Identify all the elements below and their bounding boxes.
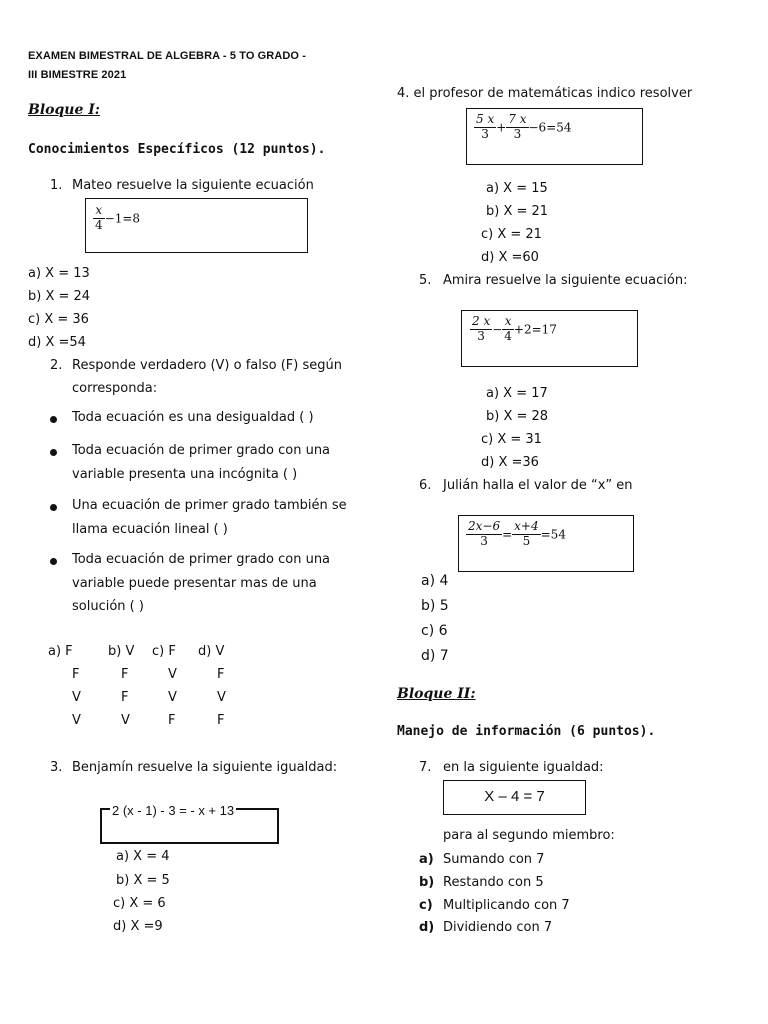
q2-statement-2-line1: Toda ecuación de primer grado con una xyxy=(72,443,331,458)
q4-option-d: d) X =60 xyxy=(481,250,539,265)
q2-statement-4-line2: variable puede presentar mas de una xyxy=(72,576,317,591)
q7-option-b-label: b) xyxy=(419,875,435,890)
q7-option-d: Dividiendo con 7 xyxy=(443,920,553,935)
q2-grid-cell: V xyxy=(168,667,177,682)
q2-grid-cell: V xyxy=(72,690,81,705)
q7-option-d-label: d) xyxy=(419,920,435,935)
q2-text-line2: corresponda: xyxy=(72,381,158,396)
q1-equation: $\frac{x}{4}$ −1=8 xyxy=(95,203,141,232)
q7-option-a: Sumando con 7 xyxy=(443,852,545,867)
exam-title-line2: III BIMESTRE 2021 xyxy=(28,69,127,81)
bloque-2-title: Bloque II: xyxy=(397,686,476,702)
q3-option-a: a) X = 4 xyxy=(116,849,170,864)
q6-equation: $\frac{2x-6}{3}$ = $\frac{x+4}{5}$ =54 xyxy=(468,519,566,548)
q3-option-d: d) X =9 xyxy=(113,919,163,934)
q3-number: 3. xyxy=(50,760,63,775)
q1-text: Mateo resuelve la siguiente ecuación xyxy=(72,178,314,193)
bloque-2-section: Manejo de información (6 puntos). xyxy=(397,724,656,739)
q2-grid-cell: F xyxy=(121,690,129,705)
q2-grid-cell: d) V xyxy=(198,644,225,659)
q4-text: 4. el profesor de matemáticas indico resolver xyxy=(397,86,693,101)
q5-option-d: d) X =36 xyxy=(481,455,539,470)
q3-equation: 2 (x - 1) - 3 = - x + 13 xyxy=(112,803,235,818)
q1-number: 1. xyxy=(50,178,63,193)
q2-grid-cell: F xyxy=(217,713,225,728)
q2-text-line1: Responde verdadero (V) o falso (F) según xyxy=(72,358,342,373)
exam-title-line1: EXAMEN BIMESTRAL DE ALGEBRA - 5 TO GRADO - xyxy=(28,50,306,62)
q5-number: 5. xyxy=(419,273,432,288)
q7-text: en la siguiente igualdad: xyxy=(443,760,604,775)
q7-equation: X – 4 = 7 xyxy=(484,788,545,805)
q2-grid-cell: F xyxy=(168,713,176,728)
q2-statement-4-line1: Toda ecuación de primer grado con una xyxy=(72,552,331,567)
bloque-1-section: Conocimientos Específicos (12 puntos). xyxy=(28,142,326,157)
bullet-icon xyxy=(50,416,57,423)
q6-option-b: b) 5 xyxy=(421,598,449,614)
q4-option-b: b) X = 21 xyxy=(486,204,549,219)
q3-option-b: b) X = 5 xyxy=(116,873,170,888)
q2-grid-cell: V xyxy=(121,713,130,728)
q2-grid-cell: c) F xyxy=(152,644,176,659)
q2-grid-cell: a) F xyxy=(48,644,73,659)
q1-option-a: a) X = 13 xyxy=(28,266,90,281)
q6-option-d: d) 7 xyxy=(421,648,449,664)
q6-number: 6. xyxy=(419,478,432,493)
q6-option-a: a) 4 xyxy=(421,573,449,589)
bullet-icon xyxy=(50,504,57,511)
q6-text: Julián halla el valor de “x” en xyxy=(443,478,633,493)
q2-number: 2. xyxy=(50,358,63,373)
q6-option-c: c) 6 xyxy=(421,623,448,639)
q1-option-c: c) X = 36 xyxy=(28,312,89,327)
q2-statement-1: Toda ecuación es una desigualdad ( ) xyxy=(72,410,314,425)
q2-grid-cell: F xyxy=(72,667,80,682)
q7-number: 7. xyxy=(419,760,432,775)
q5-option-a: a) X = 17 xyxy=(486,386,548,401)
q1-option-d: d) X =54 xyxy=(28,335,86,350)
q7-prompt: para al segundo miembro: xyxy=(443,828,615,843)
q2-grid-cell: F xyxy=(121,667,129,682)
q2-grid-cell: F xyxy=(217,667,225,682)
q4-option-a: a) X = 15 xyxy=(486,181,548,196)
q3-text: Benjamín resuelve la siguiente igualdad: xyxy=(72,760,338,775)
bullet-icon xyxy=(50,449,57,456)
q5-option-b: b) X = 28 xyxy=(486,409,549,424)
q2-grid-cell: b) V xyxy=(108,644,135,659)
q2-grid-cell: V xyxy=(217,690,226,705)
q5-equation: $\frac{2 x}{3}$ − $\frac{x}{4}$ +2=17 xyxy=(472,314,557,343)
q2-grid-cell: V xyxy=(72,713,81,728)
bloque-1-title: Bloque I: xyxy=(28,102,100,118)
q3-option-c: c) X = 6 xyxy=(113,896,166,911)
q4-option-c: c) X = 21 xyxy=(481,227,542,242)
q7-option-b: Restando con 5 xyxy=(443,875,544,890)
q5-text: Amira resuelve la siguiente ecuación: xyxy=(443,273,688,288)
q7-option-c: Multiplicando con 7 xyxy=(443,898,570,913)
q2-statement-4-line3: solución ( ) xyxy=(72,599,144,614)
q7-option-a-label: a) xyxy=(419,852,434,867)
q2-statement-3-line2: llama ecuación lineal ( ) xyxy=(72,522,228,537)
q5-option-c: c) X = 31 xyxy=(481,432,542,447)
q1-option-b: b) X = 24 xyxy=(28,289,91,304)
bullet-icon xyxy=(50,558,57,565)
q2-grid-cell: V xyxy=(168,690,177,705)
q4-equation: $\frac{5 x}{3}$ + $\frac{7 x}{3}$ −6=54 xyxy=(476,112,572,141)
q2-statement-3-line1: Una ecuación de primer grado también se xyxy=(72,498,347,513)
q2-statement-2-line2: variable presenta una incógnita ( ) xyxy=(72,467,298,482)
q7-option-c-label: c) xyxy=(419,898,433,913)
